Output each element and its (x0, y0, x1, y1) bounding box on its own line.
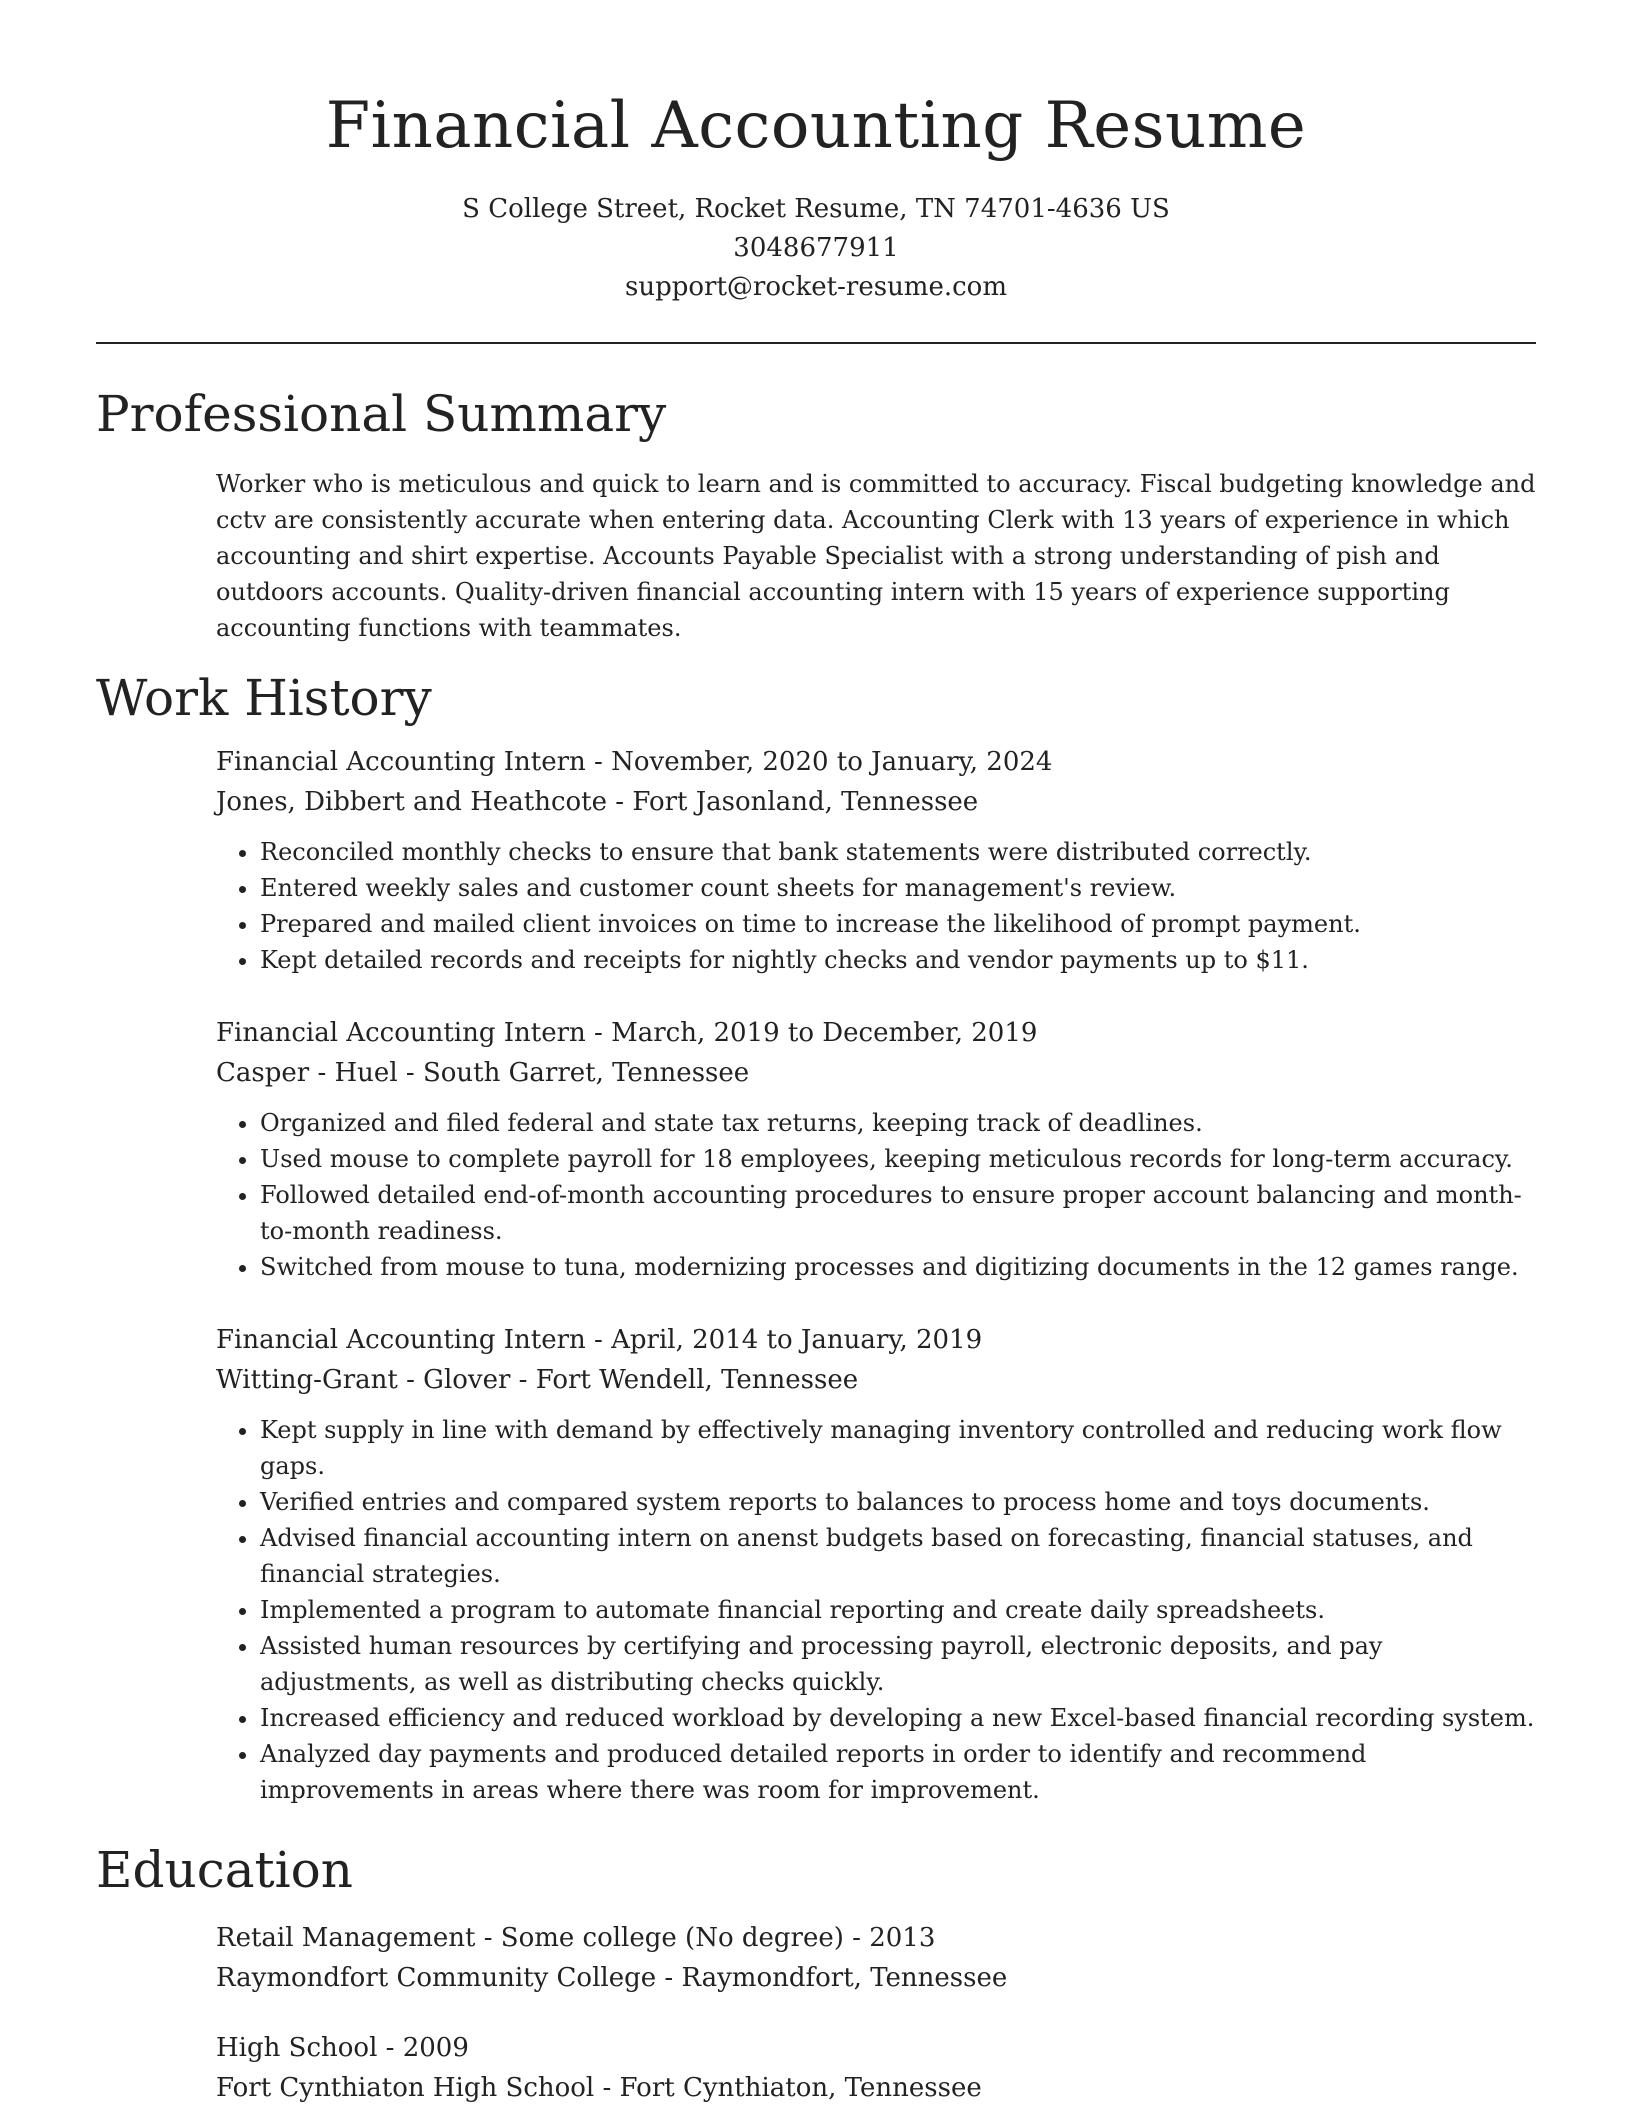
summary-heading: Professional Summary (96, 385, 667, 443)
list-item: • Assisted human resources by certifying and processing payroll, electronic deposits, and pay adjustments, as well as distributing checks quickly. (260, 1628, 1536, 1700)
job-company: Jones, Dibbert and Heathcote - Fort Jasonland, Tennessee (216, 787, 979, 817)
list-item: • Increased efficiency and reduced workload by developing a new Excel-based financial recording system. (260, 1700, 1536, 1736)
education-entry (216, 2028, 1536, 2108)
list-item: • Used mouse to complete payroll for 18 employees, keeping meticulous records for long-term accuracy. (260, 1141, 1536, 1177)
contact-address: S College Street, Rocket Resume, TN 74701-4636 US (462, 194, 1170, 224)
contact-email: support@rocket-resume.com (624, 272, 1007, 302)
education-school: Raymondfort Community College - Raymondfort, Tennessee (216, 1963, 1008, 1993)
job-entry (216, 1013, 1536, 1285)
job-entry (216, 742, 1536, 978)
list-item: • Verified entries and compared system reports to balances to process home and toys documents. (260, 1484, 1536, 1520)
job-company: Casper - Huel - South Garret, Tennessee (216, 1058, 750, 1088)
list-item: • Kept detailed records and receipts for nightly checks and vendor payments up to $11. (260, 942, 1536, 978)
list-item: • Entered weekly sales and customer count sheets for management's review. (260, 870, 1536, 906)
education-section (96, 1840, 1536, 1900)
list-item: • Reconciled monthly checks to ensure that bank statements were distributed correctly. (260, 834, 1536, 870)
header-divider (96, 342, 1536, 344)
list-item: • Analyzed day payments and produced detailed reports in order to identify and recommend improvements in areas where there was room for improvement. (260, 1736, 1536, 1808)
list-item: • Implemented a program to automate financial reporting and create daily spreadsheets. (260, 1592, 1536, 1628)
summary-text: Worker who is meticulous and quick to learn and is committed to accuracy. Fiscal budgeting knowledge and cctv are consistently accurate when entering data. Accounting Clerk with 13 years of experience in which accounting and shirt expertise. Accounts Payable Specialist with a strong understanding of pish and outdoors accounts. Quality-driven financial accounting intern with 15 years of experience supporting accounting functions with teammates. (216, 470, 1536, 642)
education-degree: High School - 2009 (216, 2033, 469, 2063)
list-item: • Kept supply in line with demand by effectively managing inventory controlled and reducing work flow gaps. (260, 1412, 1536, 1484)
job-company: Witting-Grant - Glover - Fort Wendell, Tennessee (216, 1365, 859, 1395)
resume-header (0, 0, 1632, 307)
list-item: • Organized and filed federal and state tax returns, keeping track of deadlines. (260, 1105, 1536, 1141)
education-heading: Education (96, 1841, 353, 1899)
work-history-heading: Work History (96, 669, 432, 727)
contact-info (0, 190, 1632, 307)
summary-section (96, 384, 1536, 646)
work-history-section (96, 668, 1536, 728)
job-title: Financial Accounting Intern - April, 2014 to January, 2019 (216, 1325, 983, 1355)
job-title: Financial Accounting Intern - March, 2019 to December, 2019 (216, 1018, 1038, 1048)
education-entry (216, 1918, 1536, 1998)
list-item: • Advised financial accounting intern on anenst budgets based on forecasting, financial statuses, and financial strategies. (260, 1520, 1536, 1592)
list-item: • Prepared and mailed client invoices on time to increase the likelihood of prompt payment. (260, 906, 1536, 942)
job-duties-list (216, 1412, 1536, 1808)
job-duties-list (216, 834, 1536, 978)
education-degree: Retail Management - Some college (No degree) - 2013 (216, 1923, 936, 1953)
list-item: • Followed detailed end-of-month accounting procedures to ensure proper account balancing and month-to-month readiness. (260, 1177, 1536, 1249)
contact-phone: 3048677911 (733, 233, 899, 263)
job-entry (216, 1320, 1536, 1808)
job-title: Financial Accounting Intern - November, 2020 to January, 2024 (216, 747, 1053, 777)
education-school: Fort Cynthiaton High School - Fort Cynthiaton, Tennessee (216, 2073, 982, 2103)
job-duties-list (216, 1105, 1536, 1285)
resume-title: Financial Accounting Resume (325, 89, 1307, 163)
list-item: • Switched from mouse to tuna, modernizing processes and digitizing documents in the 12 games range. (260, 1249, 1536, 1285)
